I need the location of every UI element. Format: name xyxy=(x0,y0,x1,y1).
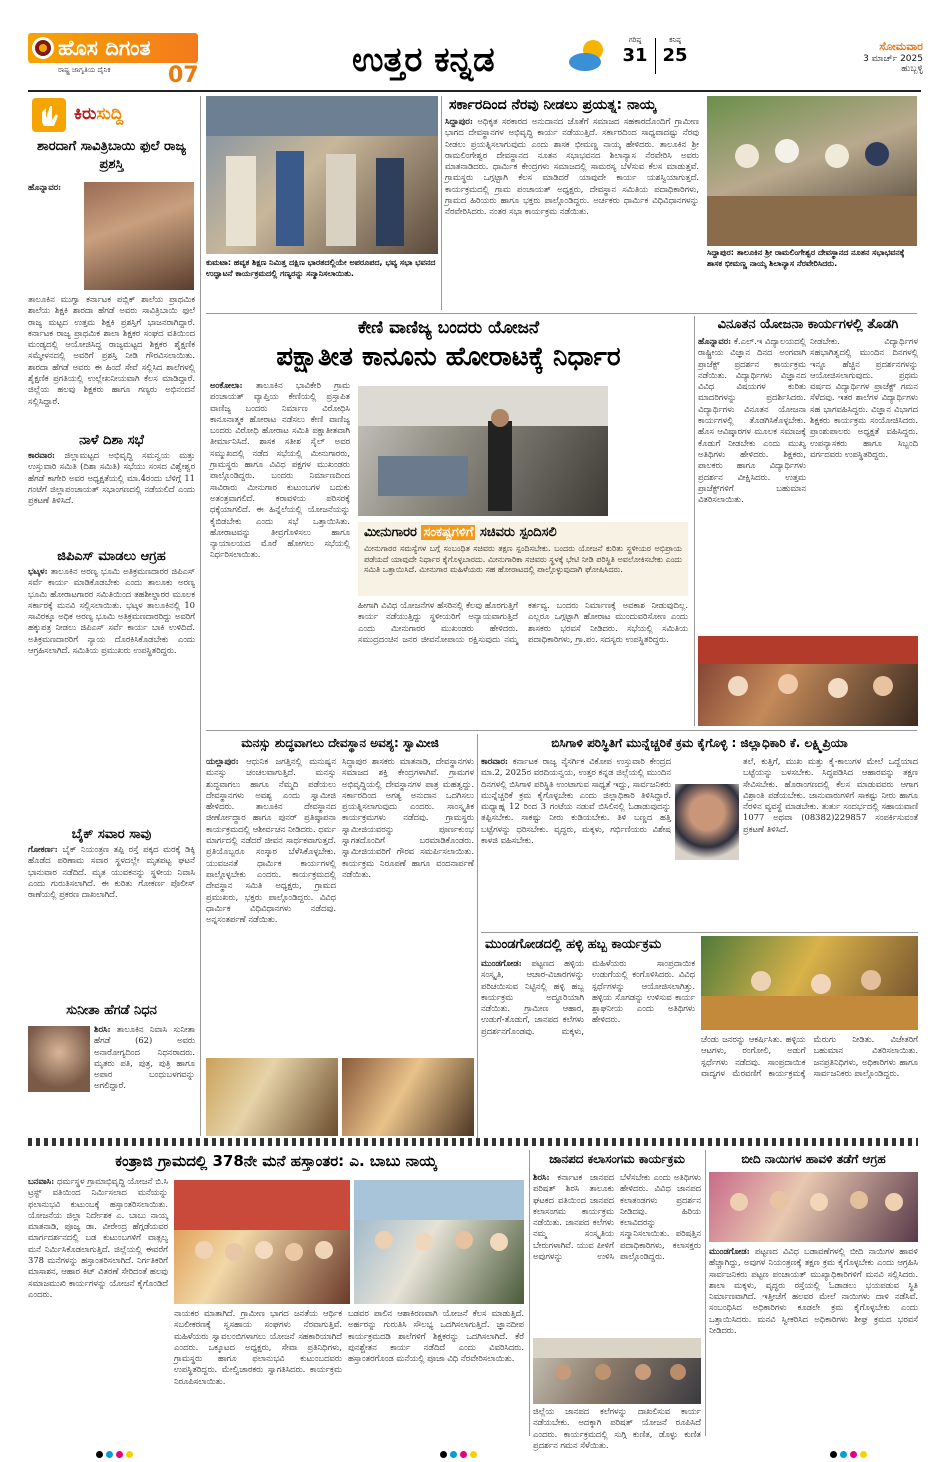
brief-2-text: ಜಿಲ್ಲಾಮಟ್ಟದ ಅಭಿವೃದ್ಧಿ ಸಮನ್ವಯ ಮತ್ತು ಉಸ್ತುವಾರಿ ಸಮಿತಿ (ದಿಶಾ ಸಮಿತಿ) ಸಭೆಯು ಸಂಸದ ವಿಶ್ವೇಶ್ವರ ಹೆಗಡೆ ಕಾಗೇರಿ ಅವರ ಅಧ್ಯಕ್ಷತೆಯಲ್ಲಿ ಮಾ.4ರಂದು ಬೆಳಿಗ್ಗೆ 11 ಗಂಟೆಗೆ ಜಿಲ್ಲಾಪಂಚಾಯತ್ ಸಭಾಂಗಣದಲ್ಲಿ ನಡೆಯಲಿದೆ ಎಂದು ಪ್ರಕಟಣೆ ತಿಳಿಸಿದೆ. xyxy=(28,450,195,506)
brief-5-photo xyxy=(28,1026,90,1092)
section-title: ಉತ್ತರ ಕನ್ನಡ xyxy=(352,40,495,80)
story10-title: ಬೀದಿ ನಾಯಿಗಳ ಹಾವಳಿ ತಡೆಗೆ ಆಗ್ರಹ xyxy=(741,1152,886,1166)
story4-text2: ನೀಡಬೇಕು. ವಿದ್ಯಾರ್ಥಿಗಳ ಸಹಭಾಗಿತ್ವದಲ್ಲಿ ಮುಂದಿನ ದಿನಗಳಲ್ಲಿ ಇನ್ನೂ ಹೆಚ್ಚಿನ ಪ್ರದರ್ಶನಗಳನ್ನು ಆಯೋಜಿಸಲಾಗುವುದು. ಪ್ರಥಮ ವರ್ಷದ ವಿದ್ಯಾರ್ಥಿಗಳ ಪ್ರಾಜೆಕ್ಟ್ ಗಮನ ಸೆಳೆದವು. ಇತರ ಶಾಲೆಗಳ ವಿದ್ಯಾರ್ಥಿಗಳು ಸಹ ಭಾಗವಹಿಸಿದ್ದರು. ವಿಜ್ಞಾನ ವಿಭಾಗದ ಶಿಕ್ಷಕರು ಕಾರ್ಯಕ್ರಮ ಸಂಯೋಜಿಸಿದರು. ಪ್ರಾಂಶುಪಾಲರು ಅಧ್ಯಕ್ಷತೆ ವಹಿಸಿದ್ದರು. ಉಪನ್ಯಾಸಕರು ಹಾಗೂ ಸಿಬ್ಬಂದಿ ವರ್ಗದವರು ಉಪಸ್ಥಿತರಿದ್ದರು. xyxy=(810,336,918,459)
story10-dateline: ಮುಂಡಗೋಡ: xyxy=(709,1246,750,1256)
temp-min-value: 25 xyxy=(662,45,688,66)
story6-title: ಬಿಸಿಗಾಳಿ ಪರಿಸ್ಥಿತಿಗೆ ಮುನ್ನೆಚ್ಚರಿಕೆ ಕ್ರಮ ಕೈಗೊಳ್ಳಿ : ಜಿಲ್ಲಾಧಿಕಾರಿ ಕೆ. ಲಕ್ಷ್ಮಿಪ್ರಿಯಾ xyxy=(551,736,848,750)
brief-3-title: ಜಿಪಿಎಸ್ ಮಾಡಲು ಆಗ್ರಹ xyxy=(57,549,166,564)
story3-box xyxy=(358,522,688,596)
story3-boxtitle-c: ಸಚಿವರು ಸ್ಪಂದಿಸಲಿ xyxy=(475,525,557,540)
story10-photo xyxy=(709,1172,918,1242)
kirusuddi-title xyxy=(74,104,123,124)
brief-5-title: ಸುನೀತಾ ಹೆಗಡೆ ನಿಧನ xyxy=(66,1003,157,1018)
registration-marks-2 xyxy=(440,1443,480,1462)
story8-text3: ಬಡವರ ಪಾಲಿನ ಆಶಾಕಿರಣವಾಗಿ ಯೋಜನೆ ಕೆಲಸ ಮಾಡುತ್ತಿದೆ. ಅರ್ಹರನ್ನು ಗುರುತಿಸಿ ಸೌಲಭ್ಯ ಒದಗಿಸಲಾಗುತ್ತಿದೆ. ಜ್ಞಾನದೀಪ ಕಾರ್ಯಕ್ರಮದಡಿ ಶಾಲೆಗಳಿಗೆ ಶಿಕ್ಷಕರನ್ನು ಒದಗಿಸಲಾಗಿದೆ. ಕೆರೆ ಪುನಶ್ಚೇತನ ಕಾರ್ಯ ನಡೆದಿದೆ ಎಂದು ವಿವರಿಸಿದರು. ಹಸ್ತಾಂತರಗೊಂಡ ಮನೆಯಲ್ಲಿ ಪೂಜಾ ವಿಧಿ ನೆರವೇರಿಸಲಾಯಿತು. xyxy=(348,1308,524,1364)
story10 xyxy=(709,1150,918,1436)
story8 xyxy=(28,1150,524,1436)
story9-photo xyxy=(533,1338,701,1404)
story2-photo xyxy=(707,96,917,246)
story3-boxtext: ಮೀನುಗಾರರ ಸಮಸ್ಯೆಗಳ ಬಗ್ಗೆ ಸಂಬಂಧಿತ ಸಚಿವರು ತಕ್ಷಣ ಸ್ಪಂದಿಸಬೇಕು. ಬಂದರು ಯೋಜನೆ ಕುರಿತು ಸ್ಥಳೀಯರ ಅಭಿಪ್ರಾಯ ಪಡೆಯದೆ ಯಾವುದೇ ನಿರ್ಧಾರ ಕೈಗೊಳ್ಳಬಾರದು. ಮೀನುಗಾರಿಕಾ ಸಚಿವರು ಸ್ಥಳಕ್ಕೆ ಭೇಟಿ ನೀಡಿ ಪರಿಸ್ಥಿತಿ ಅವಲೋಕಿಸಬೇಕು ಎಂದು ಸಮಿತಿ ಒತ್ತಾಯಿಸಿದೆ. ಮೀನುಗಾರ ಮಹಿಳೆಯರು ಸಹ ಹೋರಾಟದಲ್ಲಿ ಪಾಲ್ಗೊಳ್ಳುವುದಾಗಿ ಘೋಷಿಸಿದರು. xyxy=(364,544,682,574)
brief-1-photo xyxy=(84,182,194,290)
story7-dateline: ಮುಂಡಗೋಡ: xyxy=(481,958,522,968)
brief-1-title: ಶಾರದಾಗೆ ಸಾವಿತ್ರಿಬಾಯಿ ಫುಲೆ ರಾಜ್ಯ ಪ್ರಶಸ್ತಿ xyxy=(37,139,186,172)
brief-1-text: ತಾಲೂಕಿನ ಮುಗ್ವಾ ಕರ್ನಾಟಕ ಪಬ್ಲಿಕ್ ಶಾಲೆಯ ಪ್ರಾಥಮಿಕ ಶಾಲೆಯ ಶಿಕ್ಷಕಿ ಶಾರದಾ ಹೆಗಡೆ ಅವರು ಸಾವಿತ್ರಿಬಾಯಿ ಫುಲೆ ರಾಜ್ಯ ಮಟ್ಟದ ಉತ್ತಮ ಶಿಕ್ಷಕಿ ಪ್ರಶಸ್ತಿಗೆ ಭಾಜನರಾಗಿದ್ದಾರೆ. ಕರ್ನಾಟಕ ರಾಜ್ಯ ಪ್ರಾಥಮಿಕ ಶಾಲಾ ಶಿಕ್ಷಕರ ಸಂಘದ ವತಿಯಿಂದ ಮಂಡ್ಯದಲ್ಲಿ ಆಯೋಜಿಸಿದ್ದ ರಾಜ್ಯಮಟ್ಟದ ಶಿಕ್ಷಕರ ಶೈಕ್ಷಣಿಕ ಸಮ್ಮೇಳನದಲ್ಲಿ ಅವರಿಗೆ ಪ್ರಶಸ್ತಿ ನೀಡಿ ಗೌರವಿಸಲಾಯಿತು. ಶಾರದಾ ಹೆಗಡೆ ಅವರು ಈ ಹಿಂದೆ ಸೇವೆ ಸಲ್ಲಿಸಿದ ಶಾಲೆಗಳಲ್ಲಿ ಶೈಕ್ಷಣಿಕ ಪ್ರಗತಿಯಲ್ಲಿ ಉಲ್ಲೇಖನೀಯವಾಗಿ ಕೆಲಸ ಮಾಡಿದ್ದಾರೆ. ಜಿಲ್ಲೆಯ ಹಲವು ಶಿಕ್ಷಕರು ಹಾಗೂ ಗಣ್ಯರು ಅಭಿನಂದನೆ ಸಲ್ಲಿಸಿದ್ದಾರೆ. xyxy=(28,294,195,406)
temp-max-value: 31 xyxy=(622,45,648,66)
logo xyxy=(28,33,218,87)
story3-title: ಪಕ್ಷಾತೀತ ಕಾನೂನು ಹೋರಾಟಕ್ಕೆ ನಿರ್ಧಾರ xyxy=(276,342,621,372)
story2 xyxy=(445,96,917,310)
brief-2-title: ನಾಳೆ ದಿಶಾ ಸಭೆ xyxy=(79,433,144,448)
registration-marks xyxy=(96,1443,136,1462)
story5 xyxy=(206,734,474,1138)
story9-title: ಜಾನಪದ ಕಲಾಸಂಗಮ ಕಾರ್ಯಕ್ರಮ xyxy=(549,1152,685,1166)
story5-text: ಆಧುನಿಕ ಜಗತ್ತಿನಲ್ಲಿ ಮನುಷ್ಯನ ಮನಸ್ಸು ಚಂಚಲವಾಗುತ್ತಿದೆ. ಮನಸ್ಸು ಶುದ್ಧವಾಗಲು ಹಾಗೂ ನೆಮ್ಮದಿ ಪಡೆಯಲು ದೇವಸ್ಥಾನಗಳು ಅವಶ್ಯ ಎಂದು ಸ್ವಾಮೀಜಿ ಹೇಳಿದರು. ತಾಲೂಕಿನ ದೇವಸ್ಥಾನದ ಜೀರ್ಣೋದ್ಧಾರ ಹಾಗೂ ಪುನರ್ ಪ್ರತಿಷ್ಠಾಪನಾ ಕಾರ್ಯಕ್ರಮದಲ್ಲಿ ಆಶೀರ್ವಚನ ನೀಡಿದರು. ಧರ್ಮ ಮಾರ್ಗದಲ್ಲಿ ನಡೆದರೆ ಜೀವನ ಸಾರ್ಥಕವಾಗುತ್ತದೆ. ಪ್ರತಿಯೊಬ್ಬರೂ ಸಂಸ್ಕಾರ ಬೆಳೆಸಿಕೊಳ್ಳಬೇಕು. ಯುವಜನತೆ ಧಾರ್ಮಿಕ ಕಾರ್ಯಗಳಲ್ಲಿ ಪಾಲ್ಗೊಳ್ಳಬೇಕು ಎಂದರು. ಕಾರ್ಯಕ್ರಮದಲ್ಲಿ ದೇವಸ್ಥಾನ ಸಮಿತಿ ಅಧ್ಯಕ್ಷರು, ಗ್ರಾಮದ ಪ್ರಮುಖರು, ಭಕ್ತರು ಪಾಲ್ಗೊಂಡಿದ್ದರು. ವಿವಿಧ ಧಾರ್ಮಿಕ ವಿಧಿವಿಧಾನಗಳು ನಡೆದವು. ಅನ್ನಸಂತರ್ಪಣೆ ನಡೆಯಿತು. xyxy=(206,756,336,925)
dateline-box xyxy=(805,40,923,74)
story3 xyxy=(206,316,691,726)
brief-3-text: ತಾಲೂಕಿನ ಅರಣ್ಯ ಭೂಮಿ ಅತಿಕ್ರಮಣದಾರರ ಜಿಪಿಎಸ್ ಸರ್ವೆ ಕಾರ್ಯ ಮಾಡಿಕೊಡಬೇಕು ಎಂದು ತಾಲೂಕು ಅರಣ್ಯ ಭೂಮಿ ಹೋರಾಟಗಾರರ ಸಮಿತಿಯಿಂದ ತಹಶೀಲ್ದಾರರ ಮೂಲಕ ಸರ್ಕಾರಕ್ಕೆ ಮನವಿ ಸಲ್ಲಿಸಲಾಯಿತು. ಭಟ್ಕಳ ತಾಲೂಕಿನಲ್ಲಿ 10 ಸಾವಿರಕ್ಕೂ ಅಧಿಕ ಅರಣ್ಯ ಭೂಮಿ ಅತಿಕ್ರಮಣದಾರರಿದ್ದು ಅವರಿಗೆ ಹಕ್ಕುಪತ್ರ ನೀಡಲು ಜಿಪಿಎಸ್ ಸರ್ವೆ ಕಾರ್ಯ ಬಾಕಿ ಉಳಿದಿದೆ. ಅತಿಕ್ರಮಣದಾರರಿಗೆ ನ್ಯಾಯ ದೊರಕಿಸಿಕೊಡಬೇಕು ಎಂದು ಆಗ್ರಹಿಸಲಾಗಿದೆ. ಸಮಿತಿಯ ಪ್ರಮುಖರು ಉಪಸ್ಥಿತರಿದ್ದರು. xyxy=(28,566,195,656)
story4-text: ಕೆ.ಎಲ್.ಇ ವಿದ್ಯಾಲಯದಲ್ಲಿ ರಾಷ್ಟ್ರೀಯ ವಿಜ್ಞಾನ ದಿನದ ಅಂಗವಾಗಿ ಪ್ರಾಜೆಕ್ಟ್ ಪ್ರದರ್ಶನ ಕಾರ್ಯಕ್ರಮ ನಡೆಯಿತು. ವಿದ್ಯಾರ್ಥಿಗಳು ವಿಜ್ಞಾನದ ವಿವಿಧ ವಿಷಯಗಳ ಕುರಿತು ಮಾದರಿಗಳನ್ನು ಪ್ರದರ್ಶಿಸಿದರು. ವಿದ್ಯಾರ್ಥಿಗಳು ವಿನೂತನ ಯೋಜನಾ ಕಾರ್ಯಗಳಲ್ಲಿ ತೊಡಗಿಸಿಕೊಳ್ಳಬೇಕು. ಹೊಸ ಆವಿಷ್ಕಾರಗಳ ಮೂಲಕ ಸಮಾಜಕ್ಕೆ ಕೊಡುಗೆ ನೀಡಬೇಕು ಎಂದು ಮುಖ್ಯ ಅತಿಥಿಗಳು ಹೇಳಿದರು. ಶಿಕ್ಷಕರು, ಪಾಲಕರು ಹಾಗೂ ವಿದ್ಯಾರ್ಥಿಗಳು ಪ್ರದರ್ಶನ ವೀಕ್ಷಿಸಿದರು. ಉತ್ತಮ ಪ್ರಾಜೆಕ್ಟ್‌ಗಳಿಗೆ ಬಹುಮಾನ ವಿತರಿಸಲಾಯಿತು. xyxy=(698,336,806,505)
story10-text: ಪಟ್ಟಣದ ವಿವಿಧ ಬಡಾವಣೆಗಳಲ್ಲಿ ಬೀದಿ ನಾಯಿಗಳ ಹಾವಳಿ ಹೆಚ್ಚಾಗಿದ್ದು, ಅವುಗಳ ನಿಯಂತ್ರಣಕ್ಕೆ ತಕ್ಷಣ ಕ್ರಮ ಕೈಗೊಳ್ಳಬೇಕು ಎಂದು ಆಗ್ರಹಿಸಿ ಸಾರ್ವಜನಿಕರು ಪಟ್ಟಣ ಪಂಚಾಯತ್ ಮುಖ್ಯಾಧಿಕಾರಿಗಳಿಗೆ ಮನವಿ ಸಲ್ಲಿಸಿದರು. ಶಾಲಾ ಮಕ್ಕಳು, ವೃದ್ಧರು ರಸ್ತೆಯಲ್ಲಿ ಓಡಾಡಲು ಭಯಪಡುವ ಸ್ಥಿತಿ ನಿರ್ಮಾಣವಾಗಿದೆ. ಇತ್ತೀಚೆಗೆ ಹಲವರ ಮೇಲೆ ನಾಯಿಗಳು ದಾಳಿ ನಡೆಸಿವೆ. ಸಂಬಂಧಿಸಿದ ಅಧಿಕಾರಿಗಳು ಕೂಡಲೇ ಕ್ರಮ ಕೈಗೊಳ್ಳಬೇಕು ಎಂದು ಒತ್ತಾಯಿಸಿದರು. ಮನವಿ ಸ್ವೀಕರಿಸಿದ ಅಧಿಕಾರಿಗಳು ಶೀಘ್ರ ಕ್ರಮದ ಭರವಸೆ ನೀಡಿದರು. xyxy=(709,1246,918,1336)
story6-dateline: ಕಾರವಾರ: xyxy=(481,756,509,766)
story6-text2: ತಲೆ, ಕುತ್ತಿಗೆ, ಮುಖ ಮತ್ತು ಕೈ-ಕಾಲುಗಳ ಮೇಲೆ ಒದ್ದೆಯಾದ ಬಟ್ಟೆಯನ್ನು ಬಳಸಬೇಕು. ಸಿದ್ಧಪಡಿಸಿದ ಆಹಾರವನ್ನು ತಕ್ಷಣ ಸೇವಿಸಬೇಕು. ಹೊರಾಂಗಣದಲ್ಲಿ ಕೆಲಸ ಮಾಡುವವರು ಆಗಾಗ ವಿಶ್ರಾಂತಿ ಪಡೆಯಬೇಕು. ಜಾನುವಾರುಗಳಿಗೆ ಸಾಕಷ್ಟು ನೀರು ಹಾಗೂ ನೆರಳಿನ ವ್ಯವಸ್ಥೆ ಮಾಡಬೇಕು. ತುರ್ತು ಸಂದರ್ಭದಲ್ಲಿ ಸಹಾಯವಾಣಿ 1077 ಅಥವಾ (08382)229857 ಸಂಪರ್ಕಿಸುವಂತೆ ಪ್ರಕಟಣೆ ತಿಳಿಸಿದೆ. xyxy=(743,756,918,834)
story1 xyxy=(206,96,438,310)
brief-5-text: ತಾಲೂಕಿನ ನಿವಾಸಿ ಸುನೀತಾ ಹೆಗಡೆ (62) ಅವರು ಅನಾರೋಗ್ಯದಿಂದ ನಿಧನರಾದರು. ಮೃತರು ಪತಿ, ಪುತ್ರ, ಪುತ್ರಿ ಹಾಗೂ ಅಪಾರ ಬಂಧುಬಳಗವನ್ನು ಅಗಲಿದ್ದಾರೆ. xyxy=(94,1024,195,1091)
story2-caption: ಸಿದ್ದಾಪುರ: ತಾಲೂಕಿನ ಶ್ರೀ ರಾಮಲಿಂಗೇಶ್ವರ ದೇವಸ್ಥಾನದ ನೂತನ ಸಭಾಭವನಕ್ಕೆ ಶಾಸಕ ಭೀಮಣ್ಣ ನಾಯ್ಕ ಶಿಲಾನ್ಯಾಸ ನೆರವೇರಿಸಿದರು. xyxy=(707,248,905,268)
brief-1 xyxy=(28,138,195,428)
brief-2 xyxy=(28,432,195,542)
city: ಹುಬ್ಬಳ್ಳಿ xyxy=(901,64,923,74)
masthead-rule xyxy=(28,90,921,92)
story6-text: ಕರ್ನಾಟಕ ರಾಜ್ಯ ನೈಸರ್ಗಿಕ ವಿಕೋಪ ಉಸ್ತುವಾರಿ ಕೇಂದ್ರದ ಮಾ.2, 2025ರ ವರದಿಯನ್ವಯ, ಉತ್ತರ ಕನ್ನಡ ಜಿಲ್ಲೆಯಲ್ಲಿ ಮುಂದಿನ ದಿನಗಳಲ್ಲಿ ಬಿಸಿಗಾಳಿ ಪರಿಸ್ಥಿತಿ ಉಂಟಾಗುವ ಸಾಧ್ಯತೆ ಇದ್ದು, ಸಾರ್ವಜನಿಕರು ಮುನ್ನೆಚ್ಚರಿಕೆ ಕ್ರಮ ಕೈಗೊಳ್ಳಬೇಕು ಎಂದು ಜಿಲ್ಲಾಧಿಕಾರಿ ತಿಳಿಸಿದ್ದಾರೆ. ಮಧ್ಯಾಹ್ನ 12 ರಿಂದ 3 ಗಂಟೆಯ ನಡುವೆ ಬಿಸಿಲಿನಲ್ಲಿ ಓಡಾಡುವುದನ್ನು ತಪ್ಪಿಸಬೇಕು. ಸಾಕಷ್ಟು ನೀರು ಕುಡಿಯಬೇಕು. ತಿಳಿ ಬಣ್ಣದ ಹತ್ತಿ ಬಟ್ಟೆಗಳನ್ನು ಧರಿಸಬೇಕು. ವೃದ್ಧರು, ಮಕ್ಕಳು, ಗರ್ಭಿಣಿಯರು ವಿಶೇಷ ಕಾಳಜಿ ವಹಿಸಬೇಕು. xyxy=(481,756,671,846)
temp-min xyxy=(660,36,690,66)
story3-kicker: ಕೇಣಿ ವಾಣಿಜ್ಯ ಬಂದರು ಯೋಜನೆ xyxy=(357,318,540,338)
story7-text2: ಚೆಂಡು ಜನರನ್ನು ಆಕರ್ಷಿಸಿತು. ಹಳ್ಳಿಯ ಆಟಗಳು, ರಂಗೋಲಿ, ಅಡುಗೆ ಸ್ಪರ್ಧೆಗಳು ನಡೆದವು. ಸಾಂಪ್ರದಾಯಿಕ ವಾದ್ಯಗಳ ಮೆರವಣಿಗೆ ಕಾರ್ಯಕ್ರಮಕ್ಕೆ ಮೆರುಗು ನೀಡಿತು. ವಿಜೇತರಿಗೆ ಬಹುಮಾನ ವಿತರಿಸಲಾಯಿತು. ಜನಪ್ರತಿನಿಧಿಗಳು, ಅಧಿಕಾರಿಗಳು ಹಾಗೂ ಸಾರ್ವಜನಿಕರು ಪಾಲ್ಗೊಂಡಿದ್ದರು. xyxy=(701,1034,918,1078)
story9-text: ಕರ್ನಾಟಕ ಜಾನಪದ ಪರಿಷತ್ ಶಿರಸಿ ತಾಲೂಕು ಘಟಕದ ವತಿಯಿಂದ ಜಾನಪದ ಕಲಾಸಂಗಮ ಕಾರ್ಯಕ್ರಮ ನಡೆಯಿತು. ಜಾನಪದ ಕಲೆಗಳು ನಮ್ಮ ಸಂಸ್ಕೃತಿಯ ಬೇರುಗಳಾಗಿವೆ. ಯುವ ಪೀಳಿಗೆ ಅವುಗಳನ್ನು ಉಳಿಸಿ ಬೆಳೆಸಬೇಕು ಎಂದು ಅತಿಥಿಗಳು ಹೇಳಿದರು. ವಿವಿಧ ಜಾನಪದ ಕಲಾತಂಡಗಳು ಪ್ರದರ್ಶನ ನೀಡಿದವು. ಹಿರಿಯ ಕಲಾವಿದರನ್ನು ಸನ್ಮಾನಿಸಲಾಯಿತು. ಪರಿಷತ್ತಿನ ಪದಾಧಿಕಾರಿಗಳು, ಕಲಾಸಕ್ತರು ಪಾಲ್ಗೊಂಡಿದ್ದರು. xyxy=(533,1172,701,1262)
temp-max-label: ಗರಿಷ್ಠ xyxy=(628,36,642,44)
story4-photo xyxy=(698,636,918,726)
story3-text2: ಹೀಗಾಗಿ ವಿವಿಧ ಯೋಜನೆಗಳ ಹೆಸರಿನಲ್ಲಿ ಕೆಲವು ಹೊರಗುತ್ತಿಗೆ ಕಾರ್ಯ ನಡೆಯುತ್ತಿದ್ದು ಸ್ಥಳೀಯರಿಗೆ ಅನ್ಯಾಯವಾಗುತ್ತಿದೆ ಎಂದು ಮೀನುಗಾರರ ಮುಖಂಡರು ಹೇಳಿದರು. ಸಮುದ್ರದಂಚಿನ ಜನರ ಜೀವನೋಪಾಯ ರಕ್ಷಿಸುವುದು ನಮ್ಮ ಕರ್ತವ್ಯ. ಬಂದರು ನಿರ್ಮಾಣಕ್ಕೆ ಅವಕಾಶ ನೀಡುವುದಿಲ್ಲ. ಎಲ್ಲರೂ ಒಗ್ಗಟ್ಟಾಗಿ ಹೋರಾಟ ಮುಂದುವರಿಸೋಣ ಎಂದು ಶಾಸಕರು ಭರವಸೆ ನೀಡಿದರು. ಸಭೆಯಲ್ಲಿ ಸಮಿತಿಯ ಪದಾಧಿಕಾರಿಗಳು, ಗ್ರಾ.ಪಂ. ಸದಸ್ಯರು ಉಪಸ್ಥಿತರಿದ್ದರು. xyxy=(358,600,688,644)
brief-4-title: ಬೈಕ್ ಸವಾರ ಸಾವು xyxy=(71,827,152,842)
story6 xyxy=(481,734,918,928)
logo-tagline: ರಾಷ್ಟ್ರ ಜಾಗೃತಿಯ ದೈನಿಕ xyxy=(58,66,111,74)
kirusuddi-label-a: ಕಿರು xyxy=(74,104,97,124)
brief-1-dateline: ಹೊನ್ನಾವರ: xyxy=(28,182,62,192)
story2-text: ಅಧಿಕೃತ ಸರಕಾರದ ಅನುದಾನದ ಜೊತೆಗೆ ಸಮಾಜದ ಸಹಕಾರದೊಂದಿಗೆ ಗ್ರಾಮೀಣ ಭಾಗದ ದೇವಸ್ಥಾನಗಳ ಅಭಿವೃದ್ಧಿ ಕಾರ್ಯ ನಡೆಯುತ್ತಿದೆ. ಸರ್ಕಾರದಿಂದ ಸಾಧ್ಯವಾದಷ್ಟು ನೆರವು ನೀಡಲು ಪ್ರಯತ್ನಿಸಲಾಗುವುದು ಎಂದು ಶಾಸಕ ಭೀಮಣ್ಣ ನಾಯ್ಕ ಹೇಳಿದರು. ತಾಲೂಕಿನ ಶ್ರೀ ರಾಮಲಿಂಗೇಶ್ವರ ದೇವಸ್ಥಾನದ ನೂತನ ಸಭಾಭವನದ ಶಿಲಾನ್ಯಾಸ ನೆರವೇರಿಸಿ ಅವರು ಮಾತನಾಡಿದರು. ಧಾರ್ಮಿಕ ಕೇಂದ್ರಗಳು ಸಮಾಜದಲ್ಲಿ ಸಾಮರಸ್ಯ ಬೆಳೆಸುವ ಕೆಲಸ ಮಾಡುತ್ತವೆ. ಗ್ರಾಮಸ್ಥರು ಒಗ್ಗಟ್ಟಾಗಿ ಕೆಲಸ ಮಾಡಿದರೆ ಯಾವುದೇ ಕಾರ್ಯ ಯಶಸ್ವಿಯಾಗುತ್ತದೆ. ಕಾರ್ಯಕ್ರಮದಲ್ಲಿ ಗ್ರಾಮ ಪಂಚಾಯತ್ ಅಧ್ಯಕ್ಷರು, ದೇವಸ್ಥಾನ ಸಮಿತಿಯ ಪದಾಧಿಕಾರಿಗಳು, ಗ್ರಾಮದ ಹಿರಿಯರು ಹಾಗೂ ಭಕ್ತರು ಪಾಲ್ಗೊಂಡಿದ್ದರು. ಅರ್ಚಕರು ಧಾರ್ಮಿಕ ವಿಧಿವಿಧಾನಗಳನ್ನು ನೆರವೇರಿಸಿದರು. ನಂತರ ಸಭಾ ಕಾರ್ಯಕ್ರಮ ನಡೆಯಿತು. xyxy=(445,116,699,217)
brief-4-dateline: ಗೋಕರ್ಣ: xyxy=(28,844,58,854)
story7-photo xyxy=(701,936,918,1030)
story5-title: ಮನಸ್ಸು ಶುದ್ಧವಾಗಲು ದೇವಸ್ಥಾನ ಅವಶ್ಯ: ಸ್ವಾಮೀಜಿ xyxy=(241,736,439,750)
hand-icon xyxy=(32,98,66,132)
date: 3 ಮಾರ್ಚ್ 2025 xyxy=(863,54,923,64)
story8-text: ಧರ್ಮಸ್ಥಳ ಗ್ರಾಮಾಭಿವೃದ್ಧಿ ಯೋಜನೆ ಬಿ.ಸಿ ಟ್ರಸ್ಟ್ ವತಿಯಿಂದ ನಿರ್ಮಿಸಲಾದ ಮನೆಯನ್ನು ಫಲಾನುಭವಿ ಕುಟುಂಬಕ್ಕೆ ಹಸ್ತಾಂತರಿಸಲಾಯಿತು. ಯೋಜನೆಯ ಜಿಲ್ಲಾ ನಿರ್ದೇಶಕ ಎ. ಬಾಬು ನಾಯ್ಕ ಮಾತನಾಡಿ, ಪೂಜ್ಯ ಡಾ. ವೀರೇಂದ್ರ ಹೆಗ್ಗಡೆಯವರ ಮಾರ್ಗದರ್ಶನದಲ್ಲಿ ಬಡ ಕುಟುಂಬಗಳಿಗೆ ವಾತ್ಸಲ್ಯ ಮನೆ ನಿರ್ಮಿಸಿಕೊಡಲಾಗುತ್ತಿದೆ. ಜಿಲ್ಲೆಯಲ್ಲಿ ಈವರೆಗೆ 378 ಮನೆಗಳನ್ನು ಹಸ್ತಾಂತರಿಸಲಾಗಿದೆ. ನಿರ್ಗತಿಕರಿಗೆ ಮಾಸಾಶನ, ಆಹಾರ ಕಿಟ್ ವಿತರಣೆ ಸೇರಿದಂತೆ ಹಲವು ಸಮಾಜಮುಖಿ ಕಾರ್ಯಗಳನ್ನು ಯೋಜನೆ ಕೈಗೊಂಡಿದೆ ಎಂದರು. xyxy=(28,1176,169,1299)
story4 xyxy=(698,316,918,726)
story3-boxtitle-b: ಸಂಕಷ್ಟಗಳಿಗೆ xyxy=(423,525,474,540)
temp-min-label: ಕನಿಷ್ಠ xyxy=(669,36,681,44)
brief-3-dateline: ಭಟ್ಕಳ: xyxy=(28,566,48,576)
registration-marks-3 xyxy=(830,1443,870,1462)
story2-dateline: ಸಿದ್ದಾಪುರ: xyxy=(445,116,473,126)
story9 xyxy=(533,1150,701,1450)
masthead xyxy=(0,0,945,92)
story8-photo-1 xyxy=(174,1180,350,1304)
story1-caption: ಕುಮಟಾ: ಹವ್ಯಕ ಶಿಕ್ಷಣ ನಿಮಿತ್ತ ದಕ್ಷಿಣ ಭಾರತದಲ್ಲಿಯೇ ಅಪರೂಪದ, ಭವ್ಯ ಸಭಾ ಭವನದ ಉದ್ಘಾಟನೆ ಕಾರ್ಯಕ್ರಮದಲ್ಲಿ ಗಣ್ಯರನ್ನು ಸನ್ಮಾನಿಸಲಾಯಿತು. xyxy=(206,258,436,278)
brief-3 xyxy=(28,548,195,820)
story6-photo xyxy=(675,784,739,860)
story4-dateline: ಹೊನ್ನಾವರ: xyxy=(698,336,732,346)
story3-boxtitle-a: ಮೀನುಗಾರರ xyxy=(364,525,422,540)
weather-icon xyxy=(565,36,611,76)
logo-emblem-icon xyxy=(32,37,54,59)
kirusuddi-label-b: ಸುದ್ದಿ xyxy=(96,104,124,124)
story9-dateline: ಶಿರಸಿ: xyxy=(533,1172,550,1182)
story7-title: ಮುಂಡಗೋಡದಲ್ಲಿ ಹಳ್ಳಿ ಹಬ್ಬ ಕಾರ್ಯಕ್ರಮ xyxy=(485,937,662,952)
kirusuddi-header xyxy=(28,96,195,136)
brief-4-text: ಬೈಕ್ ನಿಯಂತ್ರಣ ತಪ್ಪಿ ರಸ್ತೆ ಪಕ್ಕದ ಮರಕ್ಕೆ ಡಿಕ್ಕಿ ಹೊಡೆದ ಪರಿಣಾಮ ಸವಾರ ಸ್ಥಳದಲ್ಲೇ ಮೃತಪಟ್ಟ ಘಟನೆ ಭಾನುವಾರ ನಡೆದಿದೆ. ಮೃತ ಯುವಕನನ್ನು ಸ್ಥಳೀಯ ನಿವಾಸಿ ಎಂದು ಗುರುತಿಸಲಾಗಿದೆ. ಈ ಕುರಿತು ಗೋಕರ್ಣ ಪೊಲೀಸ್ ಠಾಣೆಯಲ್ಲಿ ಪ್ರಕರಣ ದಾಖಲಾಗಿದೆ. xyxy=(28,844,195,900)
weekday: ಸೋಮವಾರ xyxy=(879,40,923,53)
story3-photo xyxy=(358,386,608,516)
story3-text: ತಾಲೂಕಿನ ಭಾವಿಕೇರಿ ಗ್ರಾಮ ಪಂಚಾಯತ್ ವ್ಯಾಪ್ತಿಯ ಕೇಣಿಯಲ್ಲಿ ಪ್ರಸ್ತಾಪಿತ ವಾಣಿಜ್ಯ ಬಂದರು ನಿರ್ಮಾಣ ವಿರೋಧಿಸಿ ಕಾನೂನಾತ್ಮಕ ಹೋರಾಟ ನಡೆಸಲು ಕೇಣಿ ವಾಣಿಜ್ಯ ಬಂದರು ವಿರೋಧಿ ಹೋರಾಟ ಸಮಿತಿ ಪಕ್ಷಾತೀತವಾಗಿ ತೀರ್ಮಾನಿಸಿದೆ. ಶಾಸಕ ಸತೀಶ ಸೈಲ್ ಅವರ ಸಮ್ಮುಖದಲ್ಲಿ ನಡೆದ ಸಭೆಯಲ್ಲಿ ಮೀನುಗಾರರು, ಗ್ರಾಮಸ್ಥರು ಹಾಗೂ ವಿವಿಧ ಪಕ್ಷಗಳ ಮುಖಂಡರು ಪಾಲ್ಗೊಂಡಿದ್ದರು. ಬಂದರು ನಿರ್ಮಾಣದಿಂದ ಸಾವಿರಾರು ಮೀನುಗಾರ ಕುಟುಂಬಗಳ ಬದುಕು ಅತಂತ್ರವಾಗಲಿದೆ. ಕರಾವಳಿಯ ಪರಿಸರಕ್ಕೆ ಧಕ್ಕೆಯಾಗಲಿದೆ. ಈ ಹಿನ್ನೆಲೆಯಲ್ಲಿ ಯೋಜನೆಯನ್ನು ಕೈಬಿಡಬೇಕು ಎಂದು ಸಭೆ ಒತ್ತಾಯಿಸಿತು. ಹೋರಾಟವನ್ನು ತೀವ್ರಗೊಳಿಸಲು ಹಾಗೂ ನ್ಯಾಯಾಲಯದ ಮೊರೆ ಹೋಗಲು ಸಭೆಯಲ್ಲಿ ನಿರ್ಧರಿಸಲಾಯಿತು. xyxy=(210,380,350,560)
story4-title: ವಿನೂತನ ಯೋಜನಾ ಕಾರ್ಯಗಳಲ್ಲಿ ತೊಡಗಿ xyxy=(717,317,899,332)
brief-2-dateline: ಕಾರವಾರ: xyxy=(28,450,56,460)
brief-5 xyxy=(28,1002,195,1136)
temp-max xyxy=(620,36,650,66)
story2-title: ಸರ್ಕಾರದಿಂದ ನೆರವು ನೀಡಲು ಪ್ರಯತ್ನ: ನಾಯ್ಕ xyxy=(449,97,657,113)
story5-dateline: ಯಲ್ಲಾಪುರ: xyxy=(206,756,239,766)
brief-4 xyxy=(28,826,195,996)
story1-photo xyxy=(206,96,438,254)
story5-photo-1 xyxy=(206,1058,338,1136)
story9-text2: ಜಿಲ್ಲೆಯ ಜಾನಪದ ಕಲೆಗಳನ್ನು ದಾಖಲಿಸುವ ಕಾರ್ಯ ನಡೆಯಬೇಕು. ಅದಕ್ಕಾಗಿ ಪರಿಷತ್ ಯೋಜನೆ ರೂಪಿಸಿದೆ ಎಂದರು. ಕಾರ್ಯಕ್ರಮದಲ್ಲಿ ಸುಗ್ಗಿ ಕುಣಿತ, ಡೊಳ್ಳು ಕುಣಿತ ಪ್ರದರ್ಶನ ಗಮನ ಸೆಳೆಯಿತು. xyxy=(533,1406,701,1450)
story3-dateline: ಅಂಕೋಲಾ: xyxy=(210,380,243,390)
bottom-band-rule xyxy=(28,1138,918,1146)
story8-photo-2 xyxy=(354,1180,524,1304)
logo-name: ಹೊಸ ದಿಗಂತ xyxy=(58,36,151,60)
story5-text2: ಸಿದ್ಧಾಪುರ ಶಾಸಕರು ಮಾತನಾಡಿ, ದೇವಸ್ಥಾನಗಳು ಸಮಾಜದ ಶಕ್ತಿ ಕೇಂದ್ರಗಳಾಗಿವೆ. ಗ್ರಾಮಗಳ ಅಭಿವೃದ್ಧಿಯಲ್ಲಿ ದೇವಸ್ಥಾನಗಳ ಪಾತ್ರ ಮಹತ್ವದ್ದು. ಸರ್ಕಾರದಿಂದ ಅಗತ್ಯ ಅನುದಾನ ಒದಗಿಸಲು ಪ್ರಯತ್ನಿಸಲಾಗುವುದು ಎಂದರು. ಸಾಂಸ್ಕೃತಿಕ ಕಾರ್ಯಕ್ರಮಗಳು ನಡೆದವು. ಗ್ರಾಮಸ್ಥರು ಸ್ವಾಮೀಜಿಯವರನ್ನು ಪೂರ್ಣಕುಂಭ ಸ್ವಾಗತದೊಂದಿಗೆ ಬರಮಾಡಿಕೊಂಡರು. ಸ್ವಾಮೀಜಿಯವರಿಗೆ ಗೌರವ ಸಮರ್ಪಿಸಲಾಯಿತು. ಕಾರ್ಯಕ್ರಮ ನಿರೂಪಣೆ ಹಾಗೂ ವಂದನಾರ್ಪಣೆ ನಡೆಯಿತು. xyxy=(342,756,474,879)
page-number: 07 xyxy=(168,63,199,88)
story8-text2: ನಾಯಕರ ಮಾತಾಗಿದೆ. ಗ್ರಾಮೀಣ ಭಾಗದ ಜನತೆಯ ಆರ್ಥಿಕ ಸಬಲೀಕರಣಕ್ಕೆ ಸ್ವಸಹಾಯ ಸಂಘಗಳು ನೆರವಾಗುತ್ತಿವೆ. ಮಹಿಳೆಯರು ಸ್ವಾವಲಂಬಿಗಳಾಗಲು ಯೋಜನೆ ಸಹಕಾರಿಯಾಗಿದೆ ಎಂದರು. ಒಕ್ಕೂಟದ ಅಧ್ಯಕ್ಷರು, ಸೇವಾ ಪ್ರತಿನಿಧಿಗಳು, ಗ್ರಾಮಸ್ಥರು ಹಾಗೂ ಫಲಾನುಭವಿ ಕುಟುಂಬದವರು ಉಪಸ್ಥಿತರಿದ್ದರು. ಮೇಲ್ವಿಚಾರಕರು ಸ್ವಾಗತಿಸಿದರು. ಕಾರ್ಯಕ್ರಮ ನಿರೂಪಿಸಲಾಯಿತು. xyxy=(174,1308,342,1386)
story5-photo-2 xyxy=(342,1058,474,1136)
story8-dateline: ಬನವಾಸಿ: xyxy=(28,1176,55,1186)
kirusuddi-column xyxy=(28,96,195,1136)
story7 xyxy=(481,936,918,1138)
story7-text: ಪಟ್ಟಣದ ಹಳ್ಳಿಯ ಸಂಸ್ಕೃತಿ, ಆಚಾರ-ವಿಚಾರಗಳನ್ನು ಪರಿಚಯಿಸುವ ನಿಟ್ಟಿನಲ್ಲಿ ಹಳ್ಳಿ ಹಬ್ಬ ಕಾರ್ಯಕ್ರಮ ಅದ್ಧೂರಿಯಾಗಿ ನಡೆಯಿತು. ಗ್ರಾಮೀಣ ಆಹಾರ, ಉಡುಗೆ-ತೊಡುಗೆ, ಜಾನಪದ ಕಲೆಗಳು ಪ್ರದರ್ಶನಗೊಂಡವು. ಮಕ್ಕಳು, ಮಹಿಳೆಯರು ಸಾಂಪ್ರದಾಯಿಕ ಉಡುಗೆಯಲ್ಲಿ ಕಂಗೊಳಿಸಿದರು. ವಿವಿಧ ಸ್ಪರ್ಧೆಗಳನ್ನು ಆಯೋಜಿಸಲಾಗಿತ್ತು. ಹಳ್ಳಿಯ ಸೊಗಡನ್ನು ಉಳಿಸುವ ಕಾರ್ಯ ಶ್ಲಾಘನೀಯ ಎಂದು ಅತಿಥಿಗಳು ಹೇಳಿದರು. xyxy=(481,958,695,1036)
story8-title: ಕಂತ್ರಾಜಿ ಗ್ರಾಮದಲ್ಲಿ 378ನೇ ಮನೆ ಹಸ್ತಾಂತರ: ಎ. ಬಾಬು ನಾಯ್ಕ xyxy=(115,1152,437,1170)
brief-5-dateline: ಶಿರಸಿ: xyxy=(94,1024,111,1034)
